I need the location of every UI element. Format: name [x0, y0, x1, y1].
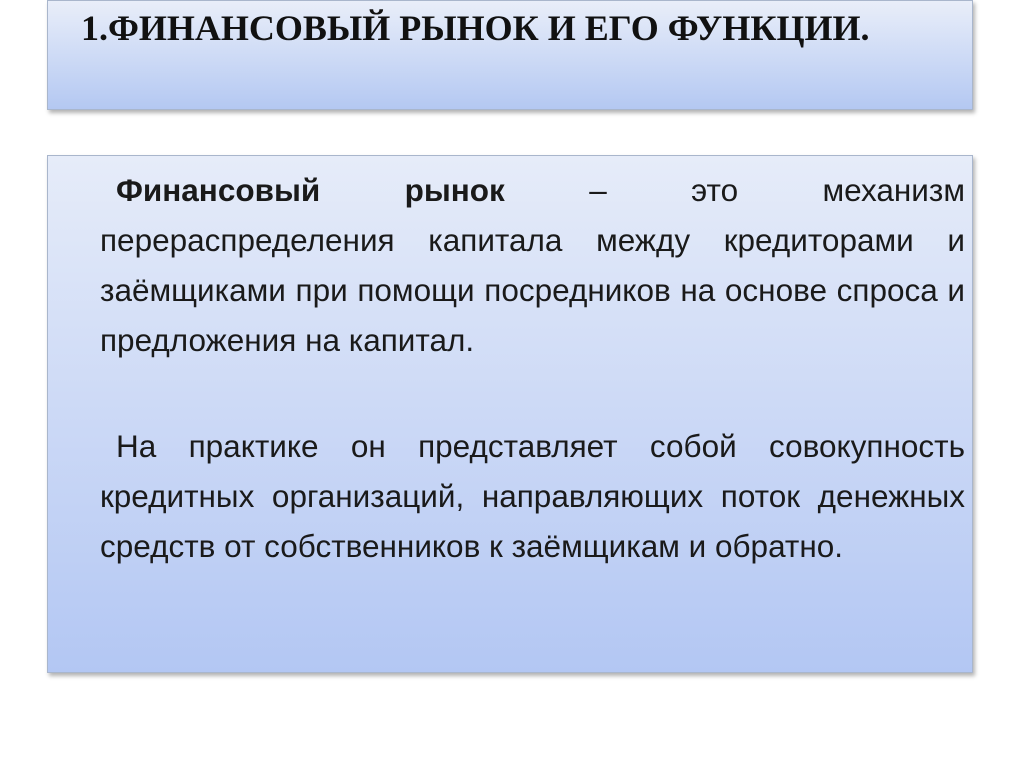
definition-text: – это механизм перераспределения капитала между кредиторами и заёмщиками при помощи посредников на основе спроса и предложения на капитал. — [100, 172, 965, 358]
definition-paragraph — [100, 165, 965, 365]
practice-paragraph: На практике он представляет собой совокупность кредитных организаций, направляющих поток денежных средств от собственников к заёмщикам и обратно. — [100, 428, 965, 564]
title-box — [47, 0, 973, 110]
definition-term: Финансовый рынок — [116, 172, 505, 208]
slide-title: 1.ФИНАНСОВЫЙ РЫНОК И ЕГО ФУНКЦИИ. — [81, 8, 870, 48]
content-box — [47, 155, 973, 673]
